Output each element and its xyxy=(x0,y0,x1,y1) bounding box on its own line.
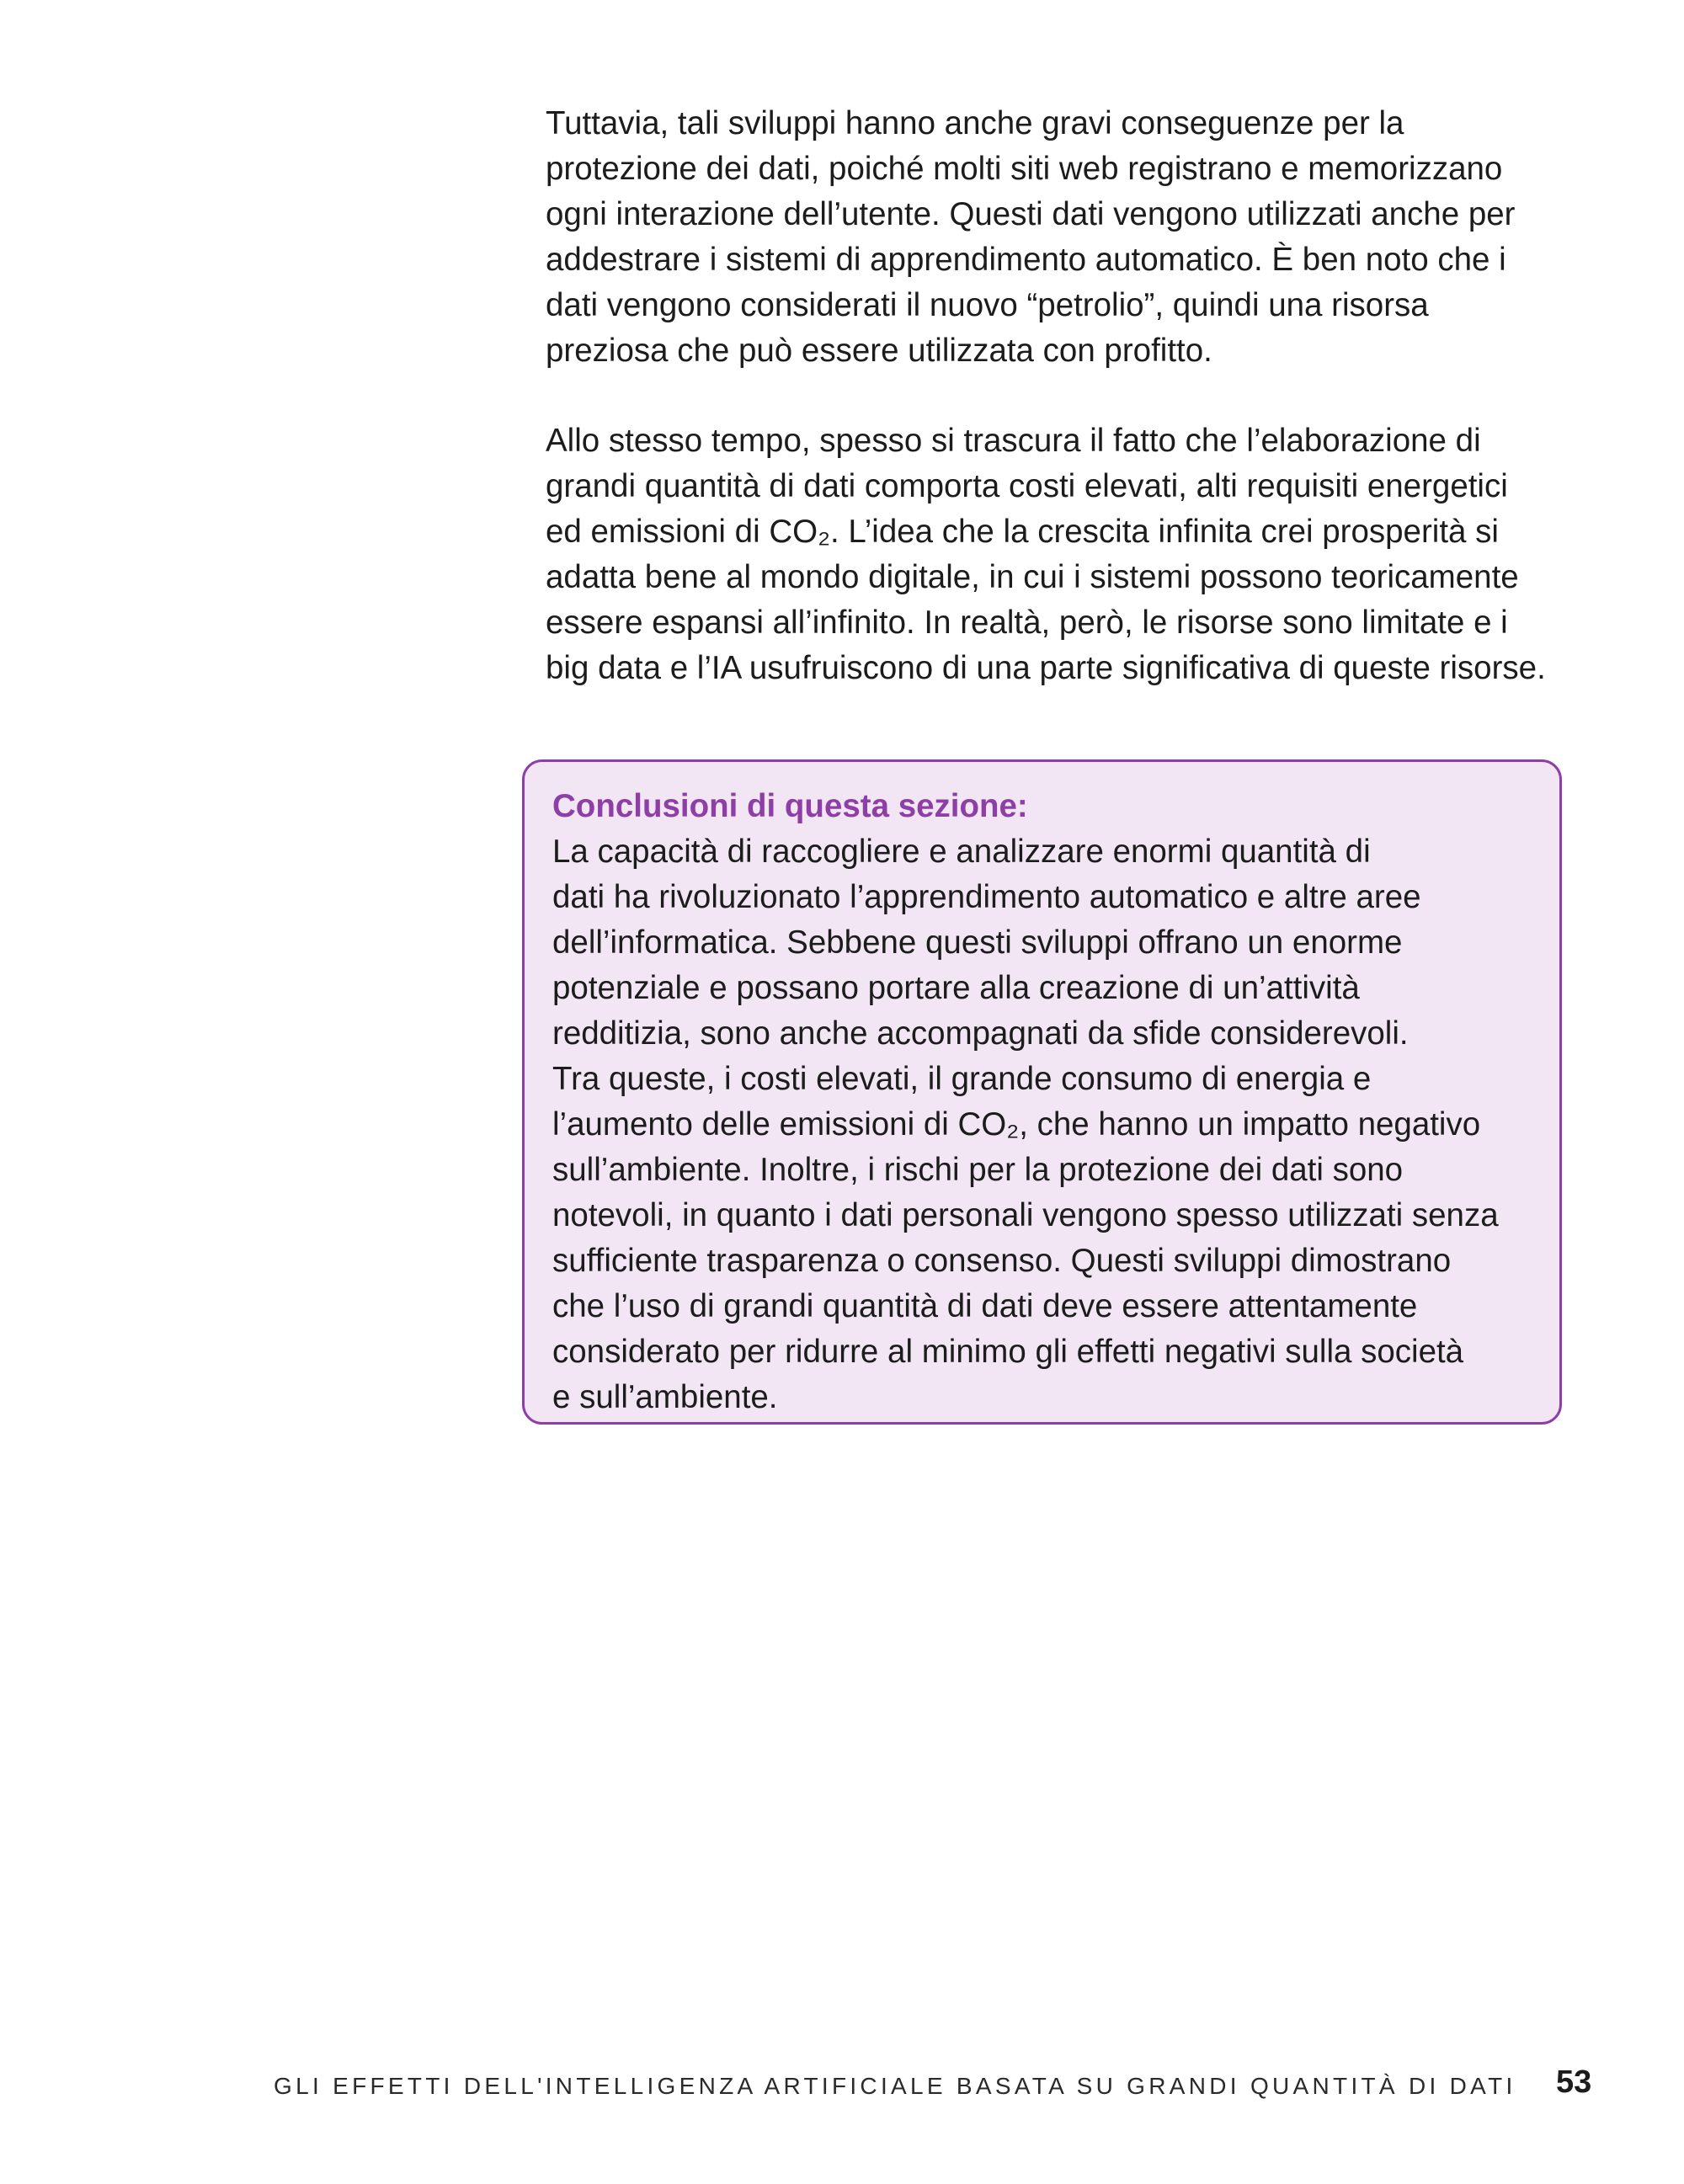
paragraph-line: Allo stesso tempo, spesso si trascura il fatto che l’elaborazione di xyxy=(546,423,1481,459)
paragraph-line: addestrare i sistemi di apprendimento automatico. È ben noto che i xyxy=(546,242,1506,278)
conclusion-line: sull’ambiente. Inoltre, i rischi per la protezione dei dati sono xyxy=(552,1152,1404,1188)
conclusion-line: che l’uso di grandi quantità di dati deve essere attentamente xyxy=(552,1288,1418,1324)
paragraph-line: grandi quantità di dati comporta costi elevati, alti requisiti energetici xyxy=(546,468,1508,504)
paragraph-line: essere espansi all’infinito. In realtà, però, le risorse sono limitate e i xyxy=(546,605,1508,641)
body-paragraph-resources xyxy=(546,418,1615,691)
conclusion-line: considerato per ridurre al minimo gli effetti negativi sulla società xyxy=(552,1334,1464,1370)
conclusion-callout-box xyxy=(522,759,1562,1425)
body-paragraph-data-protection xyxy=(546,101,1615,374)
paragraph-line: preziosa che può essere utilizzata con profitto. xyxy=(546,333,1212,369)
conclusion-line: e sull’ambiente. xyxy=(552,1379,778,1415)
conclusion-line: dati ha rivoluzionato l’apprendimento automatico e altre aree xyxy=(552,879,1421,915)
paragraph-line: protezione dei dati, poiché molti siti web registrano e memorizzano xyxy=(546,151,1503,187)
paragraph-line: adatta bene al mondo digitale, in cui i sistemi possono teoricamente xyxy=(546,559,1519,595)
running-footer-title: GLI EFFETTI DELL'INTELLIGENZA ARTIFICIALE BASATA SU GRANDI QUANTITÀ DI DATI xyxy=(274,2073,1516,2099)
conclusion-line: sufficiente trasparenza o consenso. Questi sviluppi dimostrano xyxy=(552,1243,1452,1279)
paragraph-line: big data e l’IA usufruiscono di una parte significativa di queste risorse. xyxy=(546,650,1546,686)
conclusion-line: dell’informatica. Sebbene questi sviluppi offrano un enorme xyxy=(552,924,1403,961)
conclusion-line: l’aumento delle emissioni di CO₂, che hanno un impatto negativo xyxy=(552,1106,1481,1143)
paragraph-line: Tuttavia, tali sviluppi hanno anche gravi conseguenze per la xyxy=(546,105,1404,141)
paragraph-line: ed emissioni di CO₂. L’idea che la crescita infinita crei prosperità si xyxy=(546,514,1499,550)
paragraph-line: ogni interazione dell’utente. Questi dati vengono utilizzati anche per xyxy=(546,196,1516,232)
paragraph-line: dati vengono considerati il nuovo “petrolio”, quindi una risorsa xyxy=(546,287,1429,323)
conclusion-body xyxy=(552,829,1499,1420)
page-number: 53 xyxy=(1556,2064,1592,2100)
conclusion-line: Tra queste, i costi elevati, il grande consumo di energia e xyxy=(552,1061,1372,1097)
conclusion-line: La capacità di raccogliere e analizzare enormi quantità di xyxy=(552,834,1371,870)
conclusion-line: redditizia, sono anche accompagnati da sfide considerevoli. xyxy=(552,1015,1409,1052)
conclusion-line: notevoli, in quanto i dati personali vengono spesso utilizzati senza xyxy=(552,1197,1499,1233)
conclusion-title: Conclusioni di questa sezione: xyxy=(552,788,1028,824)
conclusion-line: potenziale e possano portare alla creazione di un’attività xyxy=(552,970,1360,1006)
